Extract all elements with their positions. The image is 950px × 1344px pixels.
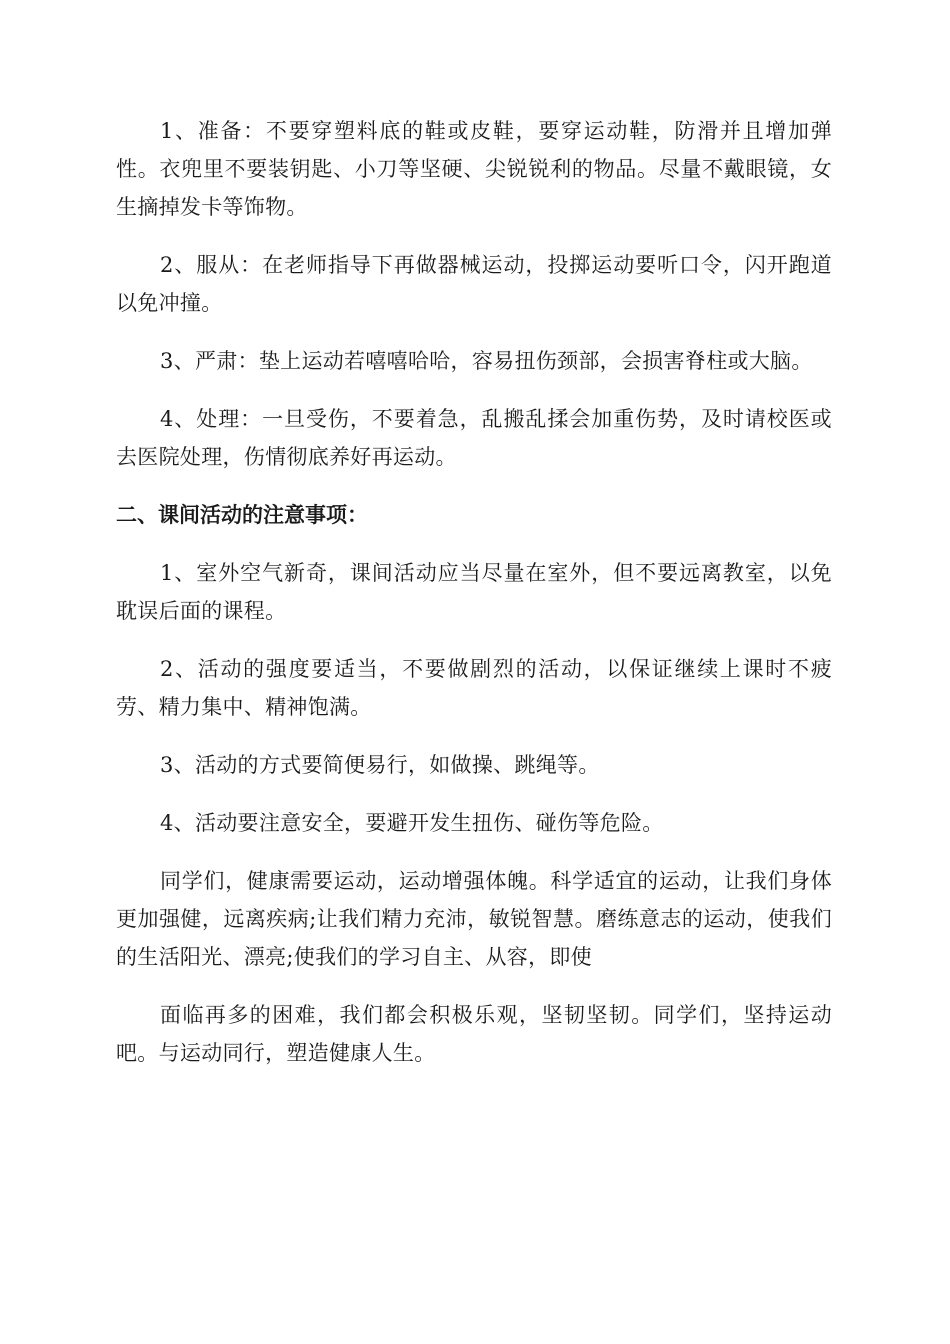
paragraph-serious: 3、严肃：垫上运动若嘻嘻哈哈，容易扭伤颈部，会损害脊柱或大脑。 [160, 349, 813, 373]
paragraph-closing-2: 面临再多的困难，我们都会积极乐观，坚韧坚韧。同学们，坚持运动吧。与运动同行，塑造健康人生。 [116, 1003, 832, 1065]
section-heading-break-activities: 二、课间活动的注意事项： [116, 503, 368, 527]
paragraph-outdoor: 1、室外空气新奇，课间活动应当尽量在室外，但不要远离教室，以免耽误后面的课程。 [116, 561, 832, 623]
document-body [116, 112, 832, 1092]
paragraph-closing-1: 同学们，健康需要运动，运动增强体魄。科学适宜的运动，让我们身体更加强健，远离疾病;让我们精力充沛，敏锐智慧。磨练意志的运动，使我们的生活阳光、漂亮;使我们的学习自主、从容，即使 [116, 869, 832, 969]
paragraph-preparation: 1、准备：不要穿塑料底的鞋或皮鞋，要穿运动鞋，防滑并且增加弹性。衣兜里不要装钥匙、小刀等坚硬、尖锐锐利的物品。尽量不戴眼镜，女生摘掉发卡等饰物。 [116, 119, 832, 219]
paragraph-safety: 4、活动要注意安全，要避开发生扭伤、碰伤等危险。 [160, 811, 664, 835]
paragraph-method: 3、活动的方式要简便易行，如做操、跳绳等。 [160, 753, 600, 777]
paragraph-obey: 2、服从：在老师指导下再做器械运动，投掷运动要听口令，闪开跑道以免冲撞。 [116, 253, 832, 315]
paragraph-intensity: 2、活动的强度要适当，不要做剧烈的活动，以保证继续上课时不疲劳、精力集中、精神饱满。 [116, 657, 832, 719]
paragraph-handling: 4、处理：一旦受伤，不要着急，乱搬乱揉会加重伤势，及时请校医或去医院处理，伤情彻底养好再运动。 [116, 407, 832, 469]
